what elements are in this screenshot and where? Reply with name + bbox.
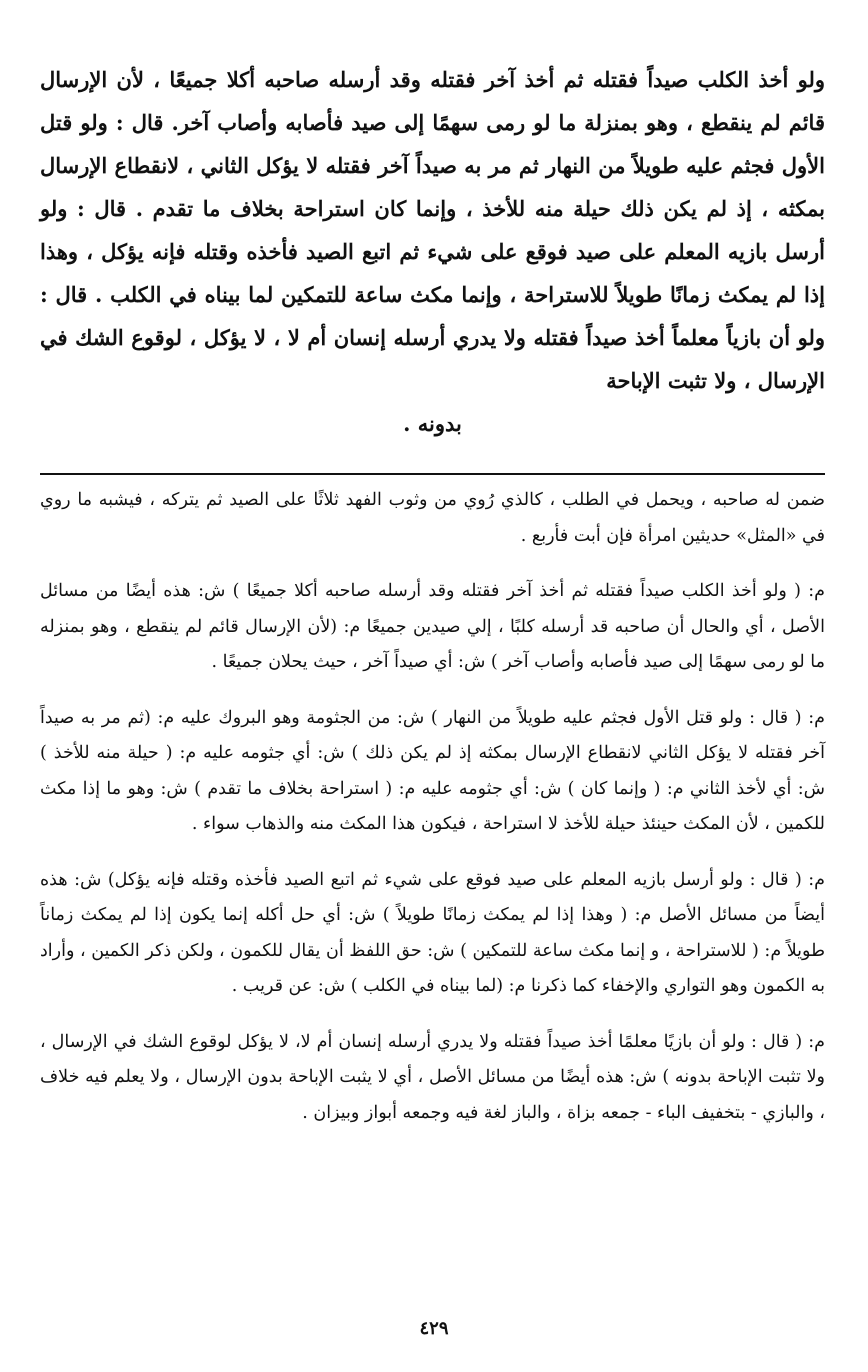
main-paragraph-last-line: بدونه . xyxy=(403,411,462,436)
commentary-paragraph: م: ( قال : ولو أن بازيًا معلمًا أخذ صيداً فقتله ولا يدري أرسله إنسان أم لا، لا يؤكل لوقوع الشك في الإرسال ، ولا تثبت الإباحة بدونه ) ش: هذه أيضًا من مسائل الأصل ، أي لا يثبت الإباحة بدون الإرسال ، ولا يعلم فيه خلاف ، والبازي - بتخفيف الباء - جمعه بزاة ، والباز لغة فيه وجمعه أبواز وبيزان . xyxy=(40,1031,825,1123)
commentary-paragraph: م: ( ولو أخذ الكلب صيداً فقتله ثم أخذ آخر فقتله وقد أرسله صاحبه أكلا جميعًا ) ش: هذه أيضًا من مسائل الأصل ، أي والحال أن صاحبه قد أرسله كلبًا ، إلي صيدين جميعًا م: (لأن الإرسال قائم لم ينقطع ، وهو بمنزله ما لو رمى سهمًا إلى صيد فأصابه وأصاب آخر ) ش: أي صيداً آخر ، حيث يحلان جميعًا . xyxy=(40,581,825,672)
footnote-divider xyxy=(40,473,825,475)
commentary-paragraph: م: ( قال : ولو قتل الأول فجثم عليه طويلاً من النهار ) ش: من الجثومة وهو البروك عليه م: (ثم مر به صيداً آخر فقتله لا يؤكل الثاني لانقطاع الإرسال بمكثه إذ لم يكن ذلك ) ش: أي جثومه عليه م: ( حيلة منه للأخذ ) ش: أي لأخذ الثاني م: ( وإنما كان ) ش: أي جثومه عليه م: ( استراحة بخلاف ما تقدم ) ش: وهو ما إذا مكث للكمين ، لأن المكث حينئذ حيلة للأخذ لا استراحة ، فيكون هذا المكث منه والذهاب سواء . xyxy=(40,707,825,834)
main-paragraph: ولو أخذ الكلب صيداً فقتله ثم أخذ آخر فقتله وقد أرسله صاحبه أكلا جميعًا ، لأن الإرسال قائم لم ينقطع ، وهو بمنزلة ما لو رمى سهمًا إلى صيد فأصابه وأصاب آخر. قال : ولو قتل الأول فجثم عليه طويلاً من النهار ثم مر به صيداً آخر فقتله لا يؤكل الثاني ، لانقطاع الإرسال بمكثه ، إذ لم يكن ذلك حيلة منه للأخذ ، وإنما كان استراحة بخلاف ما تقدم . قال : ولو أرسل بازيه المعلم على صيد فوقع على شيء ثم اتبع الصيد فأخذه وقتله فإنه يؤكل ، وهذا إذا لم يمكث زمانًا طويلاً للاستراحة ، وإنما مكث ساعة للتمكين لما بيناه في الكلب . قال : ولو أن بازياً معلماً أخذ صيداً فقتله ولا يدري أرسله إنسان أم لا ، لا يؤكل ، لوقوع الشك في الإرسال ، ولا تثبت الإباحة xyxy=(40,67,825,393)
commentary-paragraph: م: ( قال : ولو أرسل بازيه المعلم على صيد فوقع على شيء ثم اتبع الصيد فأخذه وقتله فإنه يؤكل) ش: هذه أيضاً من مسائل الأصل م: ( وهذا إذا لم يمكث زمانًا طويلاً ) ش: أي حل أكله إنما يكون إذا لم يمكث زماناً طويلاً م: ( للاستراحة ، و إنما مكث ساعة للتمكين ) ش: حق اللفظ أن يقال للكمون ، ولكن ذكر الكمين ، وأراد به الكمون وهو التواري والإخفاء كما ذكرنا م: (لما بيناه في الكلب ) ش: عن قريب . xyxy=(40,869,825,996)
main-text-block xyxy=(40,58,825,445)
commentary-block xyxy=(40,483,825,1131)
page-number: ٤٢٩ xyxy=(419,1318,449,1339)
commentary-paragraph: ضمن له صاحبه ، ويحمل في الطلب ، كالذي رُوي من وثوب الفهد ثلاثًا على الصيد ثم يتركه ، فيشبه ما روي في «المثل» حديثين امرأة فإن أبت فأربع . xyxy=(40,490,825,546)
book-page xyxy=(40,58,825,1151)
